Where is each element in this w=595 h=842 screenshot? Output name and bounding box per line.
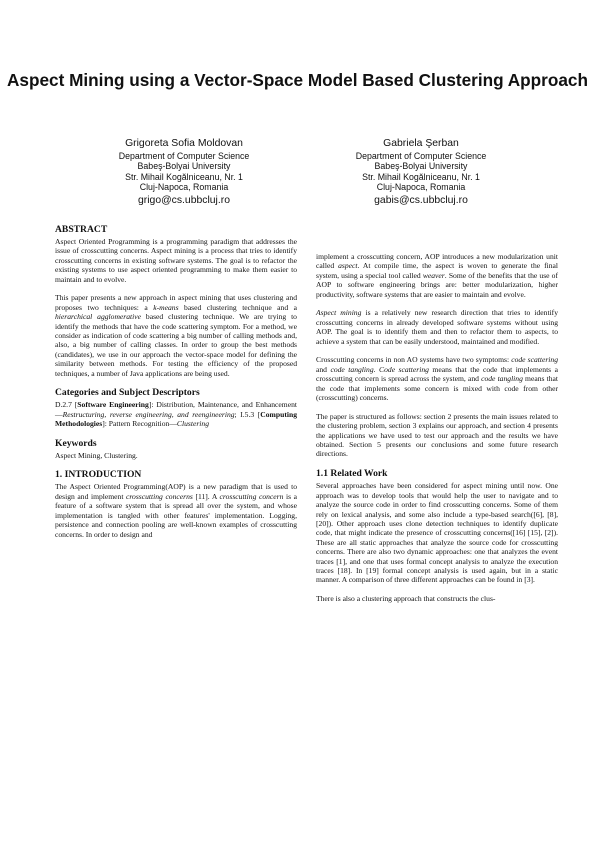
text-run-italic: code tangling xyxy=(330,364,374,374)
text-run: [11]. A xyxy=(192,491,220,501)
text-run: based clustering technique and a xyxy=(178,302,297,312)
text-run-italic: aspect xyxy=(338,261,358,271)
text-run: Crosscutting concerns in non AO systems have two symptoms: xyxy=(316,355,512,365)
abstract-heading: ABSTRACT xyxy=(55,224,108,235)
text-run-italic: weaver xyxy=(422,270,445,280)
keywords-heading: Keywords xyxy=(55,438,97,450)
body-paragraph xyxy=(316,355,558,402)
author-name: Gabriela Şerban xyxy=(383,138,459,149)
author-email: grigo@cs.ubbcluj.ro xyxy=(138,194,230,206)
paper-title: Aspect Mining using a Vector-Space Model Based Clustering Approach xyxy=(7,70,588,90)
text-run: ]: Distribution, Maintenance, and Enhancement— xyxy=(55,400,297,419)
text-run: is a feature of a software system that is spread all over the system, and whose implementation is tangled with other features' implementation. Logging, persistence and connection pooling are well-known examples of crosscutting concerns. In order to design and xyxy=(55,491,298,539)
text-run-italic: crosscutting concerns xyxy=(126,491,193,501)
text-run: ; I.5.3 [ xyxy=(234,409,261,419)
text-run-italic: hierarchical agglomerative xyxy=(55,312,142,322)
text-run: means that the code that implements some concern is mixed with code from other (crosscutting) concerns. xyxy=(316,374,558,403)
author-department: Department of Computer Science xyxy=(118,151,250,161)
body-paragraph: The paper is structured as follows: section 2 presents the main issues related to the clustering problem, section 3 explains our approach, and section 4 presents the applications we have used to test our approach and the results we have obtained. Section 5 presents our conclusions and some future research directions. xyxy=(316,411,558,459)
text-run-bold: Computing Methodologies xyxy=(55,409,297,429)
keywords-text: Aspect Mining, Clustering. xyxy=(55,451,138,461)
text-run: ]: Pattern Recognition— xyxy=(102,419,177,429)
introduction-heading: 1. INTRODUCTION xyxy=(55,469,142,481)
author-university: Babeş-Bolyai University xyxy=(374,161,468,172)
text-run: implement a crosscutting concern, AOP introduces a new modularization unit called xyxy=(316,252,558,271)
text-run-italic: Code scattering xyxy=(379,364,429,374)
author-address: Str. Mihail Kogălniceanu, Nr. 1 xyxy=(125,171,243,182)
text-run-italic: code scattering xyxy=(511,355,559,365)
text-run-italic: Restructuring, reverse engineering, and reengineering xyxy=(62,409,235,419)
text-run: means that the code that implements a crosscutting concern is spread across the system, and xyxy=(316,364,559,384)
author-name: Grigoreta Sofia Moldovan xyxy=(125,138,243,149)
text-run-italic: k-means xyxy=(153,302,179,312)
text-run: . xyxy=(373,364,380,374)
right-column xyxy=(316,252,558,613)
author-address: Str. Mihail Kogălniceanu, Nr. 1 xyxy=(362,171,480,182)
text-run-italic: Clustering xyxy=(176,419,209,429)
abstract-paragraph: Aspect Oriented Programming is a programming paradigm that addresses the issue of crosscutting concerns. Aspect mining is a process that tries to identify crosscutting concerns in existing software systems. The goal is to refactor the existing systems to use aspect oriented programming to make them easier to maintain and to evolve. xyxy=(55,237,297,284)
author-city: Cluj-Napoca, Romania xyxy=(139,182,229,193)
body-paragraph: There is also a clustering approach that constructs the clus- xyxy=(316,594,496,604)
text-run: The Aspect Oriented Programming(AOP) is a new paradigm that is used to design and implement xyxy=(55,482,297,501)
categories-text xyxy=(55,400,297,428)
text-run: This paper presents a new approach in aspect mining that uses clustering and proposes two techniques: a xyxy=(55,293,297,312)
body-paragraph xyxy=(316,308,558,346)
text-run: . At compile time, the aspect is woven to generate the final system, using a special tool called xyxy=(316,261,558,280)
text-run: D.2.7 [ xyxy=(55,400,78,410)
text-run: based clustering technique. We are trying to identify the methods that have the code scattering symptom. For a method, we consider as indication of code scattering a big number of calling methods and, also, a big number of calling classes. In order to group the best methods (candidates), we use in our approach the vector-space model for defining the similarity between methods. For testing the efficiency of the proposed techniques, a number of Java applications are being used. xyxy=(55,312,297,378)
author-department: Department of Computer Science xyxy=(355,151,487,161)
text-run: . Some of the benefits that the use of AOP to software engineering brings are: better modularization, higher productivity, software systems that are easier to maintain and evolve. xyxy=(316,270,559,299)
introduction-paragraph xyxy=(55,482,297,538)
body-paragraph xyxy=(316,252,558,299)
body-paragraph: Several approaches have been considered for aspect mining until now. One approach was to develop tools that would help the user to navigate and to analyze the source code in order to find crosscutting concerns. Some of them rely on lexical analysis, and some also include a type-based search([6], [8], [20]). Other approach uses clone detection techniques to identify duplicate code, that might indicate the presence of crosscutting concerns([16] [15], [2]). These are all static approaches that analyze the source code for crosscutting concerns. There are also two dynamic approaches: one that analyzes the event traces [1], and one that uses formal concept analysis to analyze the execution traces [18]. In [19] formal concept analysis is used again, but in a static manner. A comparison of three different approaches can be found in [3]. xyxy=(316,481,558,585)
text-run-italic: Aspect mining xyxy=(316,308,362,318)
author-block-2 xyxy=(306,137,536,207)
author-block-1 xyxy=(69,137,299,207)
categories-heading: Categories and Subject Descriptors xyxy=(55,387,200,399)
text-run: and xyxy=(316,364,331,374)
text-run-italic: crosscutting concern xyxy=(219,491,284,501)
author-email: gabis@cs.ubbcluj.ro xyxy=(374,194,468,206)
related-work-heading: 1.1 Related Work xyxy=(316,468,388,480)
text-run-bold: Software Engineering xyxy=(77,400,149,410)
abstract-paragraph xyxy=(55,293,297,378)
text-run: is a relatively new research direction that tries to identify crosscutting concerns in already developed software systems without using AOP. The goal is to identify them and then to refactor them to aspects, to achieve a system that can be easily understood, maintained and modified. xyxy=(316,308,559,346)
author-university: Babeş-Bolyai University xyxy=(137,161,231,172)
left-column xyxy=(55,224,297,548)
author-city: Cluj-Napoca, Romania xyxy=(376,182,466,193)
text-run-italic: code tangling xyxy=(481,374,523,384)
